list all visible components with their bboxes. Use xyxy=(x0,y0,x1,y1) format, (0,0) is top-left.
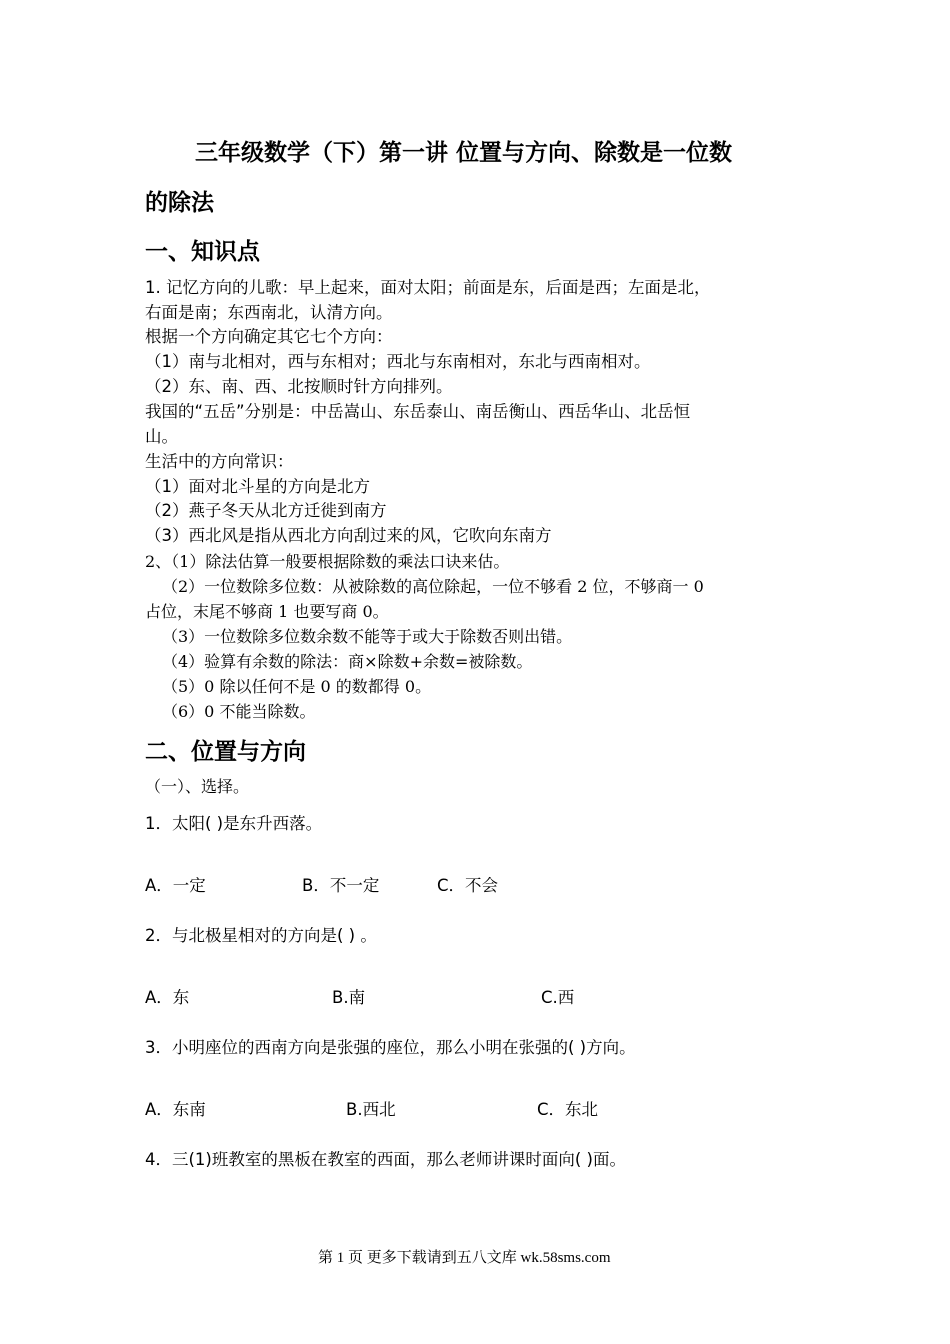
page-footer: 第 1 页 更多下载请到五八文库 wk.58sms.com xyxy=(318,1250,611,1266)
knowledge-line: 1. 记忆方向的儿歌：早上起来，面对太阳；前面是东，后面是西；左面是北， xyxy=(145,278,711,297)
page-title-line1: 三年级数学（下）第一讲 位置与方向、除数是一位数 xyxy=(195,140,733,166)
division-line: （5）0 除以任何不是 0 的数都得 0。 xyxy=(162,677,432,696)
knowledge-line: 根据一个方向确定其它七个方向： xyxy=(145,327,393,346)
knowledge-line: 我国的“五岳”分别是：中岳嵩山、东岳泰山、南岳衡山、西岳华山、北岳恒 xyxy=(145,402,691,421)
option-c: C．不会 xyxy=(437,876,499,895)
knowledge-line: （2）燕子冬天从北方迁徙到南方 xyxy=(145,501,387,520)
knowledge-line: （3）西北风是指从西北方向刮过来的风，它吹向东南方 xyxy=(145,526,552,545)
question-1: 1．太阳( )是东升西落。 xyxy=(145,814,323,833)
page-title-line2: 的除法 xyxy=(145,190,214,216)
knowledge-line: 山。 xyxy=(145,427,178,446)
option-c: C．东北 xyxy=(537,1100,599,1119)
division-line: 2、（1）除法估算一般要根据除数的乘法口诀来估。 xyxy=(145,552,510,571)
knowledge-line: 生活中的方向常识： xyxy=(145,452,294,471)
division-line: 占位，末尾不够商 1 也要写商 0。 xyxy=(145,602,389,621)
option-b: B.西北 xyxy=(346,1100,396,1119)
option-a: A．一定 xyxy=(145,876,206,895)
knowledge-line: 右面是南；东西南北，认清方向。 xyxy=(145,303,393,322)
division-line: （4）验算有余数的除法：商×除数+余数=被除数。 xyxy=(162,652,533,671)
knowledge-line: （1）南与北相对，西与东相对；西北与东南相对，东北与西南相对。 xyxy=(145,352,651,371)
option-a: A．东 xyxy=(145,988,190,1007)
knowledge-line: （1）面对北斗星的方向是北方 xyxy=(145,477,370,496)
division-line: （2）一位数除多位数：从被除数的高位除起，一位不够看 2 位，不够商一 0 xyxy=(162,577,704,596)
option-c: C.西 xyxy=(541,988,575,1007)
option-a: A．东南 xyxy=(145,1100,206,1119)
section2-subheading: （一）、选择。 xyxy=(145,777,250,796)
division-line: （3）一位数除多位数余数不能等于或大于除数否则出错。 xyxy=(162,627,573,646)
section1-heading: 一、知识点 xyxy=(145,239,260,265)
question-2: 2．与北极星相对的方向是( ) 。 xyxy=(145,926,377,945)
division-line: （6）0 不能当除数。 xyxy=(162,702,316,721)
section2-heading: 二、位置与方向 xyxy=(145,739,306,765)
option-b: B.南 xyxy=(332,988,366,1007)
knowledge-line: （2）东、南、西、北按顺时针方向排列。 xyxy=(145,377,453,396)
question-4: 4．三(1)班教室的黑板在教室的西面，那么老师讲课时面向( )面。 xyxy=(145,1150,626,1169)
option-b: B．不一定 xyxy=(302,876,380,895)
question-3: 3．小明座位的西南方向是张强的座位，那么小明在张强的( )方向。 xyxy=(145,1038,636,1057)
